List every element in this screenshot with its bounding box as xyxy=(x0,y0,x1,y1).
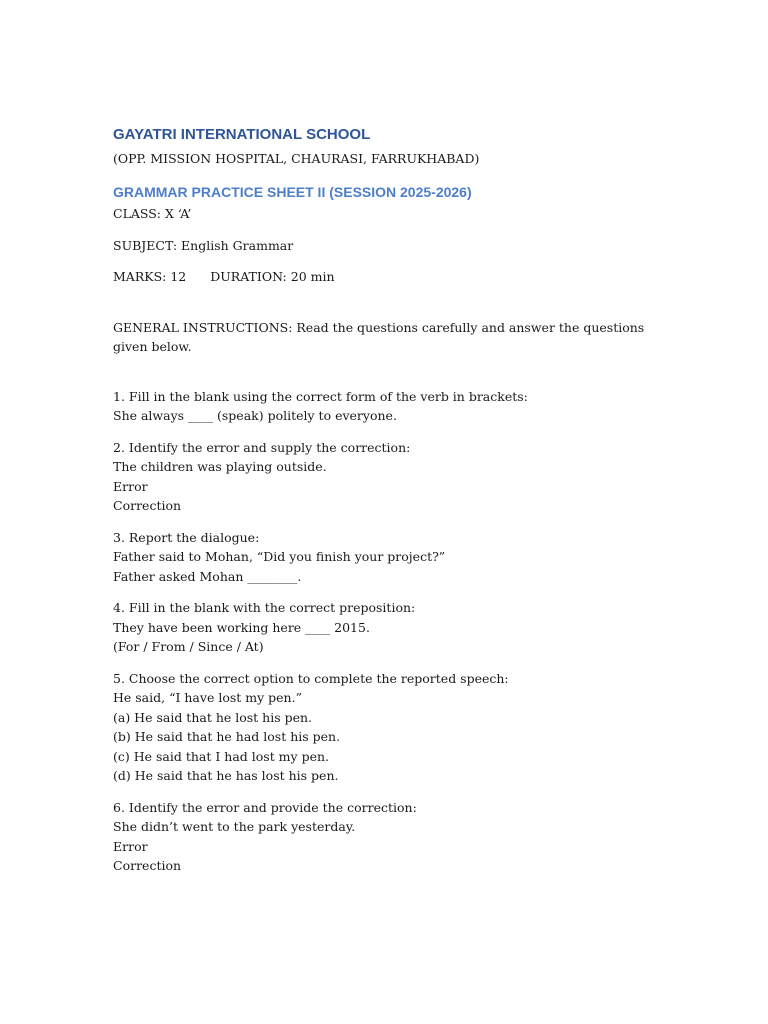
marks-duration-line xyxy=(113,267,653,287)
question-line: Error xyxy=(113,478,148,494)
question-list xyxy=(113,387,653,876)
document-page xyxy=(113,124,653,888)
question-line: Correction xyxy=(113,498,182,513)
question-line: The children was playing outside. xyxy=(113,459,327,474)
question-line: They have been working here ____ 2015. xyxy=(113,619,370,635)
question-2 xyxy=(113,438,653,516)
question-4 xyxy=(113,598,653,657)
question-5 xyxy=(113,669,653,786)
question-line: She didn’t went to the park yesterday. xyxy=(113,819,356,834)
answer-option-a: (a) He said that he lost his pen. xyxy=(113,709,313,725)
question-line: Error xyxy=(113,838,148,854)
question-line: 4. Fill in the blank with the correct preposition: xyxy=(113,600,416,615)
subject-info: SUBJECT: English Grammar xyxy=(113,237,294,253)
question-line: 5. Choose the correct option to complete the reported speech: xyxy=(113,670,509,686)
answer-option-d: (d) He said that he has lost his pen. xyxy=(113,768,339,783)
school-address: (OPP. MISSION HOSPITAL, CHAURASI, FARRUKHABAD) xyxy=(113,151,480,166)
question-line: He said, “I have lost my pen.” xyxy=(113,690,302,705)
question-1 xyxy=(113,387,653,426)
school-name: GAYATRI INTERNATIONAL SCHOOL xyxy=(113,126,371,143)
question-line: Correction xyxy=(113,858,182,873)
question-line: 1. Fill in the blank using the correct form of the verb in brackets: xyxy=(113,388,528,404)
answer-option-b: (b) He said that he had lost his pen. xyxy=(113,729,341,744)
class-info: CLASS: X ‘A’ xyxy=(113,206,192,221)
question-line: (For / From / Since / At) xyxy=(113,639,264,654)
sheet-title: GRAMMAR PRACTICE SHEET II (SESSION 2025-2026) xyxy=(113,184,472,200)
question-line: Father said to Mohan, “Did you finish your project?” xyxy=(113,549,446,564)
question-line: She always ____ (speak) politely to everyone. xyxy=(113,408,397,423)
answer-option-c: (c) He said that I had lost my pen. xyxy=(113,748,329,764)
question-line: 3. Report the dialogue: xyxy=(113,529,260,545)
duration-info: DURATION: 20 min xyxy=(210,269,335,284)
question-line: 2. Identify the error and supply the correction: xyxy=(113,439,411,455)
question-3 xyxy=(113,528,653,587)
question-6 xyxy=(113,798,653,876)
general-instructions: GENERAL INSTRUCTIONS: Read the questions carefully and answer the questions given below. xyxy=(113,319,645,354)
question-line: Father asked Mohan ________. xyxy=(113,568,302,584)
marks-info: MARKS: 12 xyxy=(113,269,187,284)
question-line: 6. Identify the error and provide the correction: xyxy=(113,799,417,815)
